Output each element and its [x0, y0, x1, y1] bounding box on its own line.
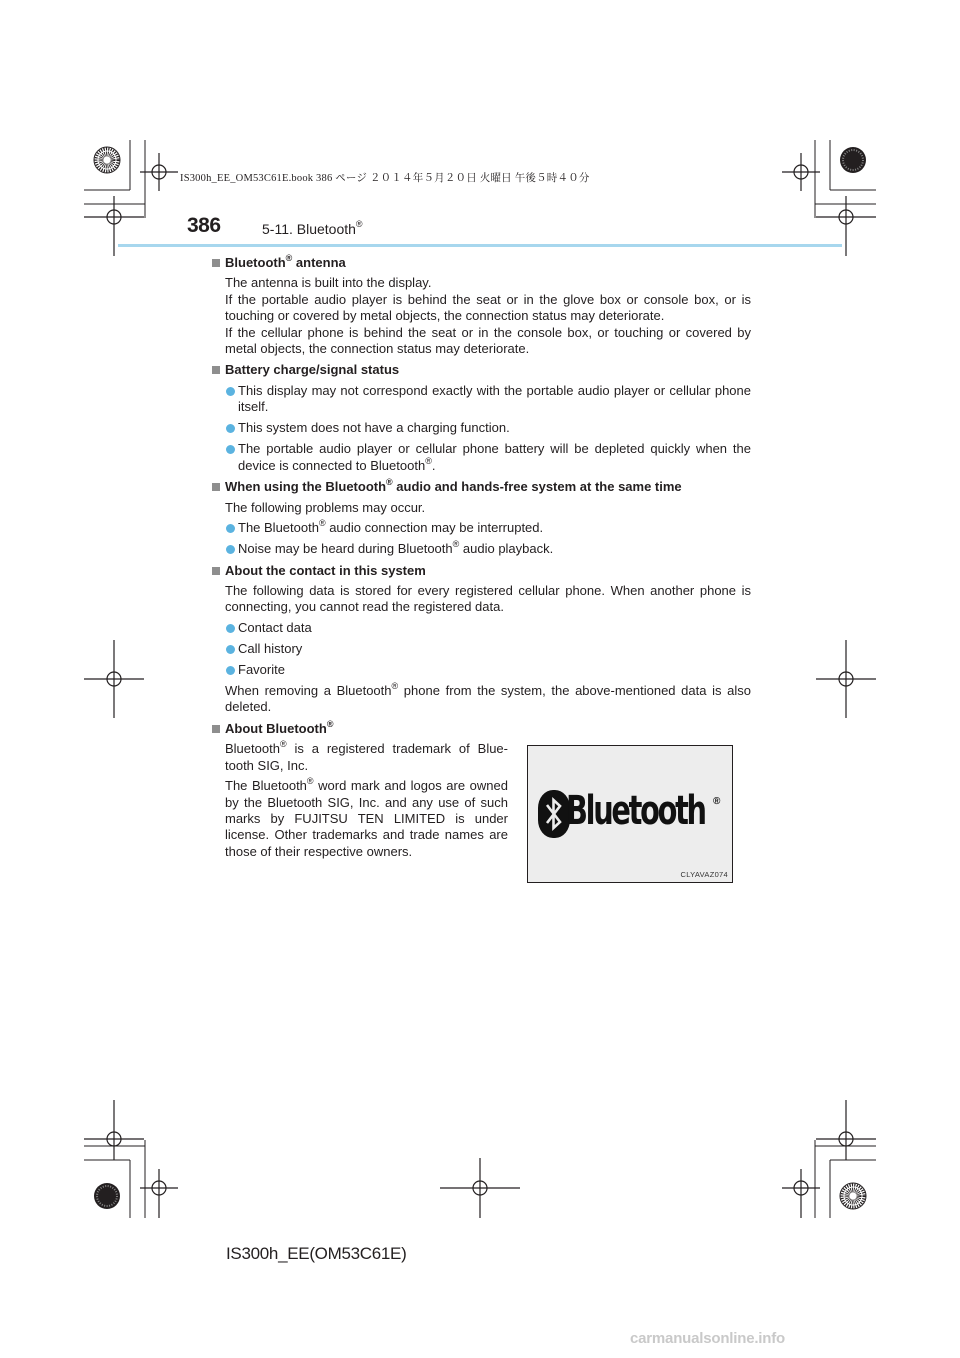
circle-bullet-icon — [226, 387, 235, 396]
registered-mark: ® — [355, 219, 363, 230]
circle-bullet-icon — [226, 445, 235, 454]
antenna-paragraph-3: If the cellular phone is behind the seat or in the console box, or touching or covered by metal objects, the connection status may deteriorate. — [225, 324, 751, 357]
circle-bullet-icon — [226, 645, 235, 654]
section-title — [262, 221, 363, 237]
list-item: This display may not correspond exactly with the portable audio player or cellular phone itself. — [211, 383, 751, 416]
header-rule — [118, 244, 842, 247]
wordmark-registered-mark: ® — [713, 796, 721, 807]
circle-bullet-icon — [226, 424, 235, 433]
list-item: Favorite — [211, 662, 751, 678]
trademark-paragraph-1: Bluetooth® is a registered trademark of Blue-tooth SIG, Inc. — [225, 738, 508, 773]
bluetooth-logo-figure — [527, 745, 733, 883]
antenna-paragraph-2: If the portable audio player is behind the seat or in the glove box or console box, or is touching or covered by metal objects, the connection status may deteriorate. — [225, 291, 751, 324]
footer-model-code: IS300h_EE(OM53C61E) — [226, 1244, 407, 1263]
square-bullet-icon — [212, 366, 220, 374]
contact-outro: When removing a Bluetooth® phone from the system, the above-mentioned data is also deleted. — [225, 680, 751, 715]
square-bullet-icon — [212, 483, 220, 491]
section-title-text: 5-11. Bluetooth — [262, 221, 356, 237]
heading-antenna: Bluetooth® antenna — [211, 255, 751, 271]
list-item: The portable audio player or cellular phone battery will be depleted quickly when the device is connected to Bluetooth®. — [211, 441, 751, 474]
list-item: This system does not have a charging function. — [211, 420, 751, 436]
list-item: Call history — [211, 641, 751, 657]
list-item: Noise may be heard during Bluetooth® audio playback. — [211, 541, 751, 557]
print-header: IS300h_EE_OM53C61E.book 386 ページ ２０１４年５月２０日 火曜日 午後５時４０分 — [180, 173, 590, 184]
circle-bullet-icon — [226, 624, 235, 633]
watermark: carmanualsonline.info — [630, 1330, 785, 1347]
heading-contact: About the contact in this system — [211, 563, 751, 579]
list-item: The Bluetooth® audio connection may be interrupted. — [211, 520, 751, 536]
square-bullet-icon — [212, 259, 220, 267]
trademark-paragraph-2: The Bluetooth® word mark and logos are owned by the Bluetooth SIG, Inc. and any use of such marks by FUJITSU TEN LIMITED is under license. Other trademarks and trade names are those of their respective owners. — [225, 775, 508, 859]
circle-bullet-icon — [226, 524, 235, 533]
heading-battery: Battery charge/signal status — [211, 362, 751, 378]
circle-bullet-icon — [226, 545, 235, 554]
square-bullet-icon — [212, 567, 220, 575]
figure-code: CLYAVAZ074 — [680, 870, 728, 879]
circle-bullet-icon — [226, 666, 235, 675]
heading-hands-free: When using the Bluetooth® audio and hands-free system at the same time — [211, 479, 751, 495]
about-bluetooth-text — [225, 738, 508, 860]
list-item: Contact data — [211, 620, 751, 636]
antenna-paragraph-1: The antenna is built into the display. — [225, 275, 432, 291]
contact-intro: The following data is stored for every registered cellular phone. When another phone is connecting, you cannot read the registered data. — [225, 582, 751, 615]
hands-free-intro: The following problems may occur. — [225, 499, 426, 515]
square-bullet-icon — [212, 725, 220, 733]
bluetooth-wordmark: Bluetooth — [566, 788, 705, 834]
page-number: 386 — [187, 214, 221, 237]
heading-about-bluetooth: About Bluetooth® — [211, 721, 751, 737]
